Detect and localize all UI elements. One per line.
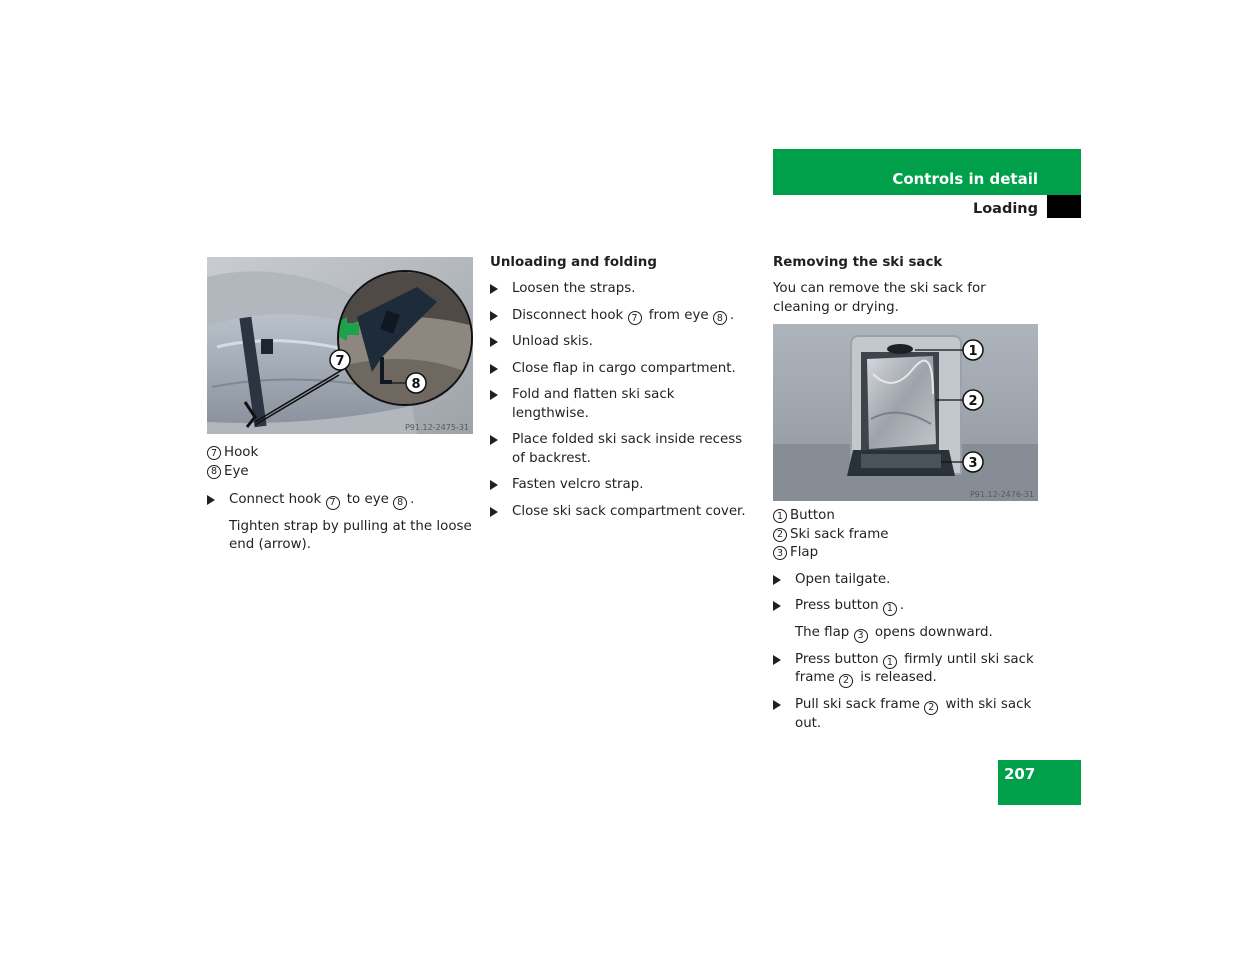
svg-text:3: 3 bbox=[968, 456, 978, 471]
ref-number: 2 bbox=[839, 674, 853, 688]
legend-number: 1 bbox=[773, 509, 787, 523]
bullet-arrow-icon bbox=[773, 575, 781, 585]
instruction-step bbox=[490, 431, 752, 468]
instruction-step bbox=[490, 280, 752, 299]
bullet-arrow-icon bbox=[490, 480, 498, 490]
legend-item bbox=[773, 507, 1039, 526]
instruction-step bbox=[773, 571, 1039, 590]
instruction-step bbox=[773, 597, 1039, 616]
svg-text:1: 1 bbox=[968, 344, 978, 359]
legend-item bbox=[207, 444, 473, 463]
ref-number: 1 bbox=[883, 655, 897, 669]
instruction-step bbox=[490, 503, 752, 522]
step-text: Loosen the straps. bbox=[512, 281, 636, 296]
section-title: Controls in detail bbox=[892, 170, 1038, 188]
svg-text:2: 2 bbox=[968, 394, 978, 409]
figure-ski-sack-frame bbox=[773, 324, 1038, 501]
legend-item bbox=[773, 526, 1039, 545]
step-note: Tighten strap by pulling at the loose end (arrow). bbox=[229, 518, 472, 553]
instruction-step bbox=[490, 360, 752, 379]
legend-label: Eye bbox=[224, 463, 249, 479]
ref-number: 2 bbox=[924, 701, 938, 715]
bullet-arrow-icon bbox=[490, 390, 498, 400]
step-text: firmly until ski sack frame bbox=[795, 651, 1034, 686]
ref-number: 7 bbox=[326, 496, 340, 510]
legend-item bbox=[207, 463, 473, 482]
figure-ski-sack-strap bbox=[207, 257, 473, 434]
ref-number: 7 bbox=[628, 311, 642, 325]
column-left bbox=[207, 254, 473, 563]
section-heading: Removing the ski sack bbox=[773, 255, 943, 270]
subsection-header bbox=[773, 195, 1081, 218]
page-number: 207 bbox=[1004, 765, 1036, 783]
instruction-step bbox=[490, 307, 752, 326]
bullet-arrow-icon bbox=[773, 655, 781, 665]
step-text: . bbox=[899, 598, 905, 613]
step-text: Press button bbox=[795, 598, 883, 613]
subsection-title: Loading bbox=[972, 201, 1038, 217]
step-text: . bbox=[729, 307, 735, 323]
legend-label: Button bbox=[790, 508, 835, 523]
step-text: Place folded ski sack inside recess of backrest. bbox=[512, 432, 743, 466]
ski-sack-strap-illustration bbox=[207, 257, 473, 434]
svg-text:8: 8 bbox=[411, 377, 421, 392]
legend-label: Hook bbox=[224, 445, 259, 460]
ski-sack-frame-illustration bbox=[773, 324, 1038, 501]
instruction-step bbox=[490, 386, 752, 423]
legend-label: Flap bbox=[790, 545, 819, 560]
instruction-step bbox=[773, 696, 1039, 733]
legend-label: Ski sack frame bbox=[790, 526, 889, 542]
step-text: Close flap in cargo compartment. bbox=[512, 360, 736, 376]
figure-legend bbox=[207, 444, 473, 481]
column-middle bbox=[490, 254, 752, 529]
bullet-arrow-icon bbox=[207, 495, 215, 505]
intro-text: You can remove the ski sack for cleaning or drying. bbox=[773, 281, 986, 315]
bullet-arrow-icon bbox=[490, 337, 498, 347]
step-text: Fold and flatten ski sack lengthwise. bbox=[512, 387, 675, 421]
bullet-arrow-icon bbox=[490, 507, 498, 517]
figure-legend bbox=[773, 507, 1039, 563]
section-header-bar bbox=[773, 149, 1081, 195]
ref-number: 8 bbox=[713, 311, 727, 325]
instruction-step bbox=[490, 333, 752, 352]
legend-number: 2 bbox=[773, 528, 787, 542]
page-number-box bbox=[998, 760, 1081, 805]
step-text: Disconnect hook bbox=[512, 307, 628, 323]
step-text: is released. bbox=[855, 670, 937, 686]
bullet-arrow-icon bbox=[490, 284, 498, 294]
bullet-arrow-icon bbox=[490, 435, 498, 445]
figure-code: P91.12-2476-31 bbox=[969, 490, 1034, 499]
section-heading: Unloading and folding bbox=[490, 255, 657, 270]
step-note bbox=[773, 624, 1039, 643]
callout-7 bbox=[330, 350, 350, 370]
instruction-step bbox=[490, 476, 752, 495]
step-text: from eye bbox=[644, 307, 713, 323]
step-text: Pull ski sack frame bbox=[795, 697, 925, 712]
bullet-arrow-icon bbox=[490, 311, 498, 321]
step-text: Connect hook bbox=[229, 492, 326, 507]
bullet-arrow-icon bbox=[773, 700, 781, 710]
instruction-step bbox=[773, 651, 1039, 689]
instruction-step bbox=[207, 491, 473, 510]
column-right bbox=[773, 254, 1039, 741]
step-text: with ski sack out. bbox=[795, 697, 1032, 731]
legend-number: 3 bbox=[773, 546, 787, 560]
svg-text:7: 7 bbox=[335, 354, 345, 369]
legend-number: 7 bbox=[207, 446, 221, 460]
step-text: Fasten velcro strap. bbox=[512, 477, 644, 493]
step-text: . bbox=[410, 492, 415, 507]
step-text: to eye bbox=[342, 492, 394, 507]
step-text: Unload skis. bbox=[512, 334, 593, 350]
legend-number: 8 bbox=[207, 465, 221, 479]
note-text: The flap bbox=[795, 624, 854, 640]
ref-number: 3 bbox=[854, 629, 868, 643]
bullet-arrow-icon bbox=[490, 364, 498, 374]
step-text: Close ski sack compartment cover. bbox=[512, 503, 746, 519]
bullet-arrow-icon bbox=[773, 601, 781, 611]
ref-number: 8 bbox=[393, 496, 407, 510]
step-text: Press button bbox=[795, 651, 883, 667]
ref-number: 1 bbox=[883, 602, 897, 616]
step-text: Open tailgate. bbox=[795, 571, 891, 587]
subsection-marker bbox=[1047, 195, 1081, 218]
figure-code: P91.12-2475-31 bbox=[404, 423, 469, 432]
legend-item bbox=[773, 544, 1039, 563]
note-text: opens downward. bbox=[870, 624, 993, 640]
